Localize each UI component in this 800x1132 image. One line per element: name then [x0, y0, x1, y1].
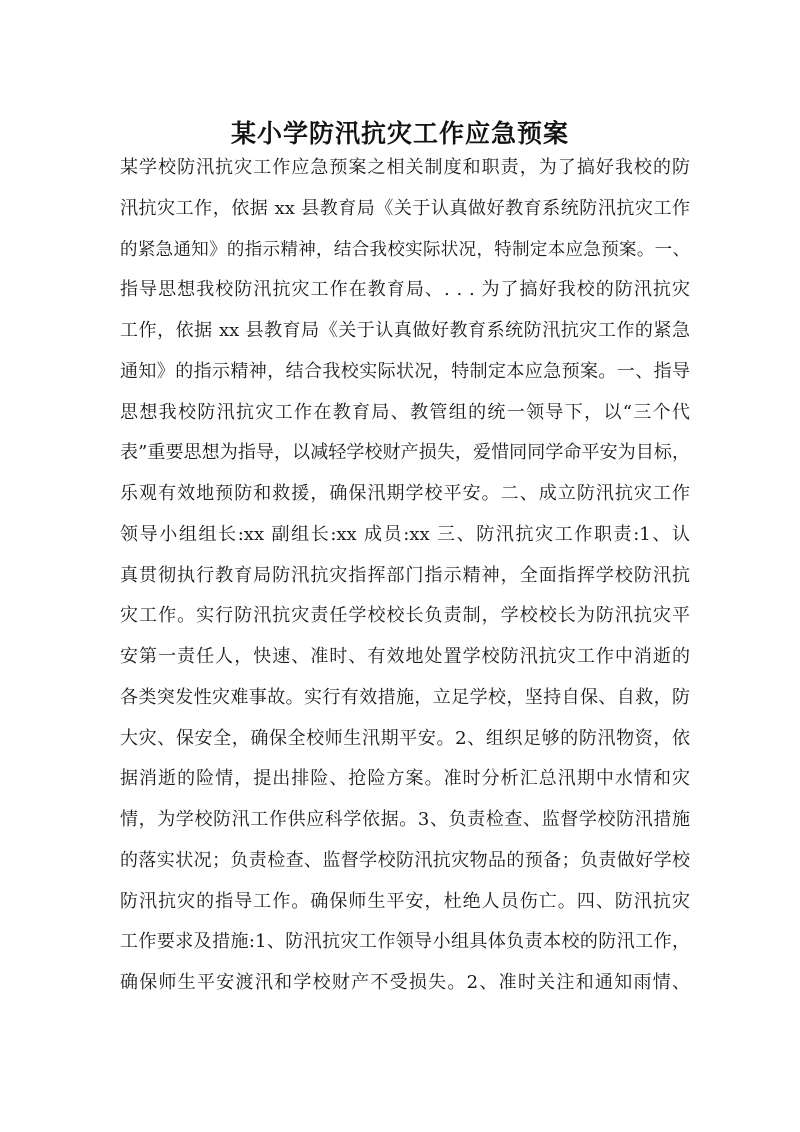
document-title: 某小学防汛抗灾工作应急预案: [230, 118, 569, 148]
document-body: [120, 148, 690, 1004]
body-line: 情，为学校防汛工作供应科学依据。3、负责检查、监督学校防汛措施: [120, 809, 690, 830]
body-line: 据消逝的险情，提出排险、抢险方案。准时分析汇总汛期中水情和灾: [120, 768, 690, 790]
body-line: 表”重要思想为指导，以减轻学校财产损失，爱惜同同学命平安为目标，: [120, 442, 690, 464]
body-line: 乐观有效地预防和救援，确保汛期学校平安。二、成立防汛抗灾工作: [120, 483, 690, 504]
body-line: 大灾、保安全，确保全校师生汛期平安。2、组织足够的防汛物资，依: [120, 727, 690, 749]
body-line: 汛抗灾工作，依据 xx 县教育局《关于认真做好教育系统防汛抗灾工作: [120, 197, 690, 219]
body-line: 通知》的指示精神，结合我校实际状况，特制定本应急预案。一、指导: [120, 360, 690, 382]
body-line: 灾工作。实行防汛抗灾责任学校校长负责制，学校校长为防汛抗灾平: [120, 605, 690, 627]
body-line: 某学校防汛抗灾工作应急预案之相关制度和职责，为了搞好我校的防: [120, 157, 690, 178]
body-line: 各类突发性灾难事故。实行有效措施，立足学校，坚持自保、自救，防: [120, 686, 690, 708]
body-line: 安第一责任人，快速、准时、有效地处置学校防汛抗灾工作中消逝的: [120, 646, 690, 667]
body-line: 指导思想我校防汛抗灾工作在教育局、. . . 为了搞好我校的防汛抗灾: [120, 279, 690, 301]
body-line: 领导小组组长:xx 副组长:xx 成员:xx 三、防汛抗灾工作职责:1、认: [120, 523, 690, 545]
body-line: 工作，依据 xx 县教育局《关于认真做好教育系统防汛抗灾工作的紧急: [120, 320, 690, 341]
body-line: 的落实状况；负责检查、监督学校防汛抗灾物品的预备；负责做好学校: [120, 849, 690, 871]
body-line: 工作要求及措施:1、防汛抗灾工作领导小组具体负责本校的防汛工作，: [120, 931, 690, 953]
body-line: 思想我校防汛抗灾工作在教育局、教管组的统一领导下，以“三个代: [120, 401, 690, 423]
body-line: 确保师生平安渡汛和学校财产不受损失。2、准时关注和通知雨情、: [120, 972, 690, 993]
body-line: 防汛抗灾的指导工作。确保师生平安，杜绝人员伤亡。四、防汛抗灾: [120, 890, 690, 912]
body-line: 的紧急通知》的指示精神，结合我校实际状况，特制定本应急预案。一、: [120, 239, 690, 260]
body-line: 真贯彻执行教育局防汛抗灾指挥部门指示精神，全面指挥学校防汛抗: [120, 564, 690, 586]
